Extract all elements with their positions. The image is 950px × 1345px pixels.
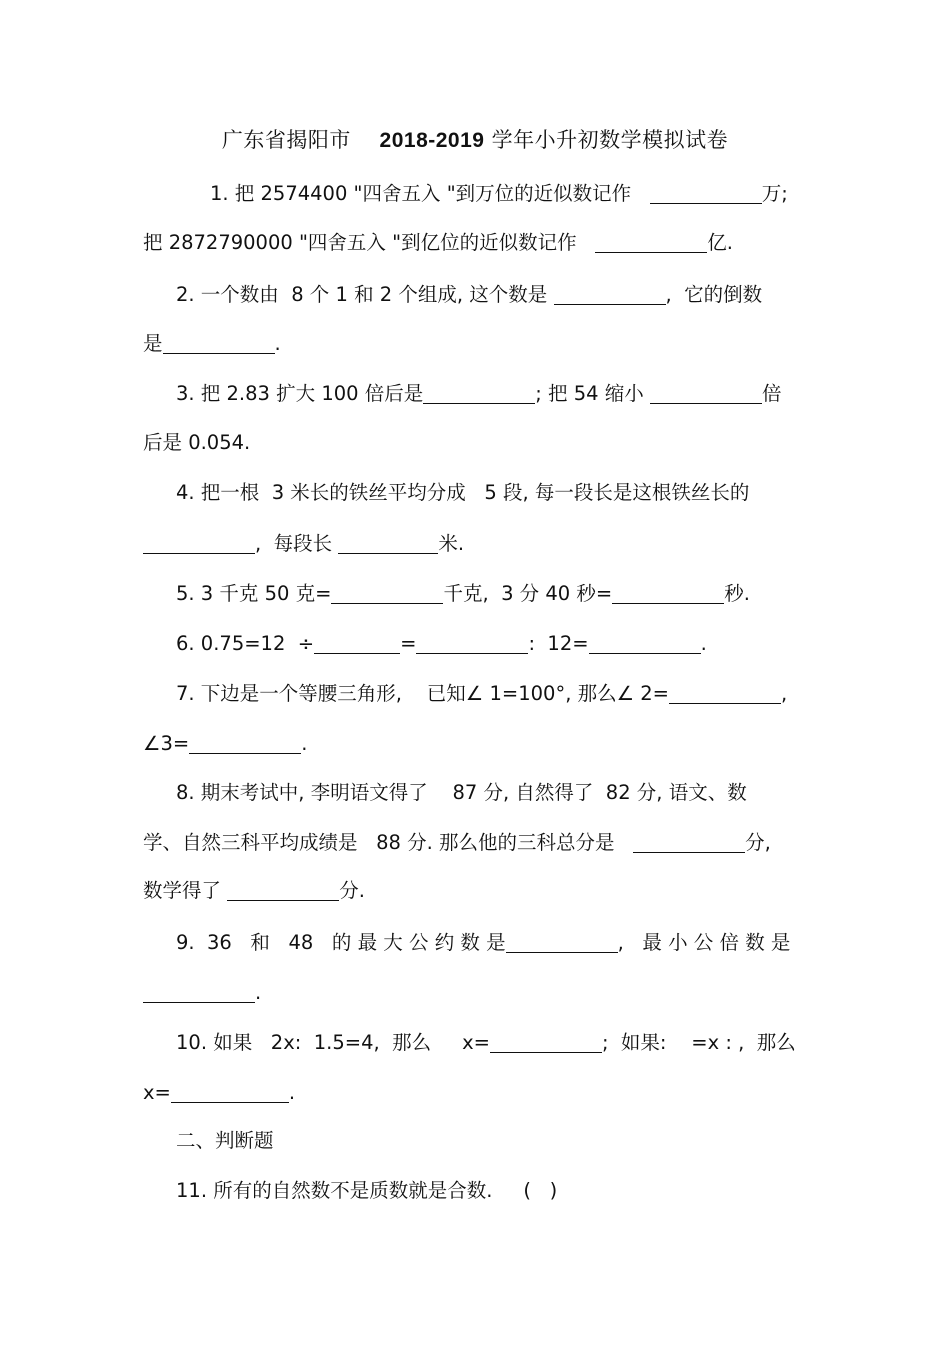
answer-blank[interactable] <box>314 633 400 654</box>
answer-blank[interactable] <box>669 683 781 704</box>
question-10-line-2: x= . <box>143 1081 296 1104</box>
answer-blank[interactable] <box>163 333 275 354</box>
question-8-line-3: 数学得了 分. <box>143 879 365 902</box>
question-3-line-1: 3. 把 2.83 扩大 100 倍后是 ; 把 54 缩小 倍 <box>176 382 782 405</box>
answer-blank[interactable] <box>143 533 255 554</box>
question-7-line-1: 7. 下边是一个等腰三角形, 已知∠ 1=100°, 那么∠ 2= , <box>176 682 788 705</box>
answer-blank[interactable] <box>506 932 618 953</box>
section-heading-judgement: 二、判断题 <box>176 1129 274 1152</box>
question-7-line-2: ∠3= . <box>143 732 308 755</box>
answer-blank[interactable] <box>331 583 443 604</box>
answer-blank[interactable] <box>416 633 528 654</box>
answer-blank[interactable] <box>189 733 301 754</box>
answer-blank[interactable] <box>143 982 255 1003</box>
answer-blank[interactable] <box>633 832 745 853</box>
question-4-line-1: 4. 把一根 3 米长的铁丝平均分成 5 段, 每一段长是这根铁丝长的 <box>176 481 750 504</box>
question-2-line-2: 是 . <box>143 332 281 355</box>
question-9-line-2: . <box>143 982 261 1003</box>
question-1-line-1: 1. 把 2574400 "四舍五入 "到万位的近似数记作 万; <box>210 182 788 205</box>
question-2-line-1: 2. 一个数由 8 个 1 和 2 个组成, 这个数是 , 它的倒数 <box>176 283 763 306</box>
title-suffix: 学年小升初数学模拟试卷 <box>491 128 729 152</box>
question-5: 5. 3 千克 50 克= 千克, 3 分 40 秒= 秒. <box>176 582 750 605</box>
question-1-line-2: 把 2872790000 "四舍五入 "到亿位的近似数记作 亿. <box>143 231 733 254</box>
question-11: 11. 所有的自然数不是质数就是合数. ( ) <box>176 1179 558 1202</box>
answer-parentheses[interactable]: ( ) <box>523 1179 558 1202</box>
question-8-line-2: 学、自然三科平均成绩是 88 分. 那么他的三科总分是 分, <box>143 831 771 854</box>
answer-blank[interactable] <box>423 383 535 404</box>
question-6: 6. 0.75=12 ÷ = : 12= . <box>176 632 707 655</box>
answer-blank[interactable] <box>338 533 438 554</box>
answer-blank[interactable] <box>171 1082 289 1103</box>
answer-blank[interactable] <box>650 183 762 204</box>
question-9-line-1: 9. 36 和 48 的 最 大 公 约 数 是 , 最 小 公 倍 数 是 <box>176 931 791 954</box>
answer-blank[interactable] <box>650 383 762 404</box>
title-year: 2018-2019 <box>379 129 485 152</box>
answer-blank[interactable] <box>595 232 707 253</box>
answer-blank[interactable] <box>227 880 339 901</box>
question-8-line-1: 8. 期末考试中, 李明语文得了 87 分, 自然得了 82 分, 语文、数 <box>176 781 747 804</box>
answer-blank[interactable] <box>490 1032 602 1053</box>
answer-blank[interactable] <box>554 284 666 305</box>
question-10-line-1: 10. 如果 2x: 1.5=4, 那么 x= ; 如果: =x : , 那么 <box>176 1031 796 1054</box>
title-prefix: 广东省揭阳市 <box>221 128 351 152</box>
answer-blank[interactable] <box>589 633 701 654</box>
question-4-line-2: , 每段长 米. <box>143 533 464 554</box>
answer-blank[interactable] <box>612 583 724 604</box>
page-title <box>0 124 950 154</box>
question-3-line-2: 后是 0.054. <box>143 431 251 454</box>
